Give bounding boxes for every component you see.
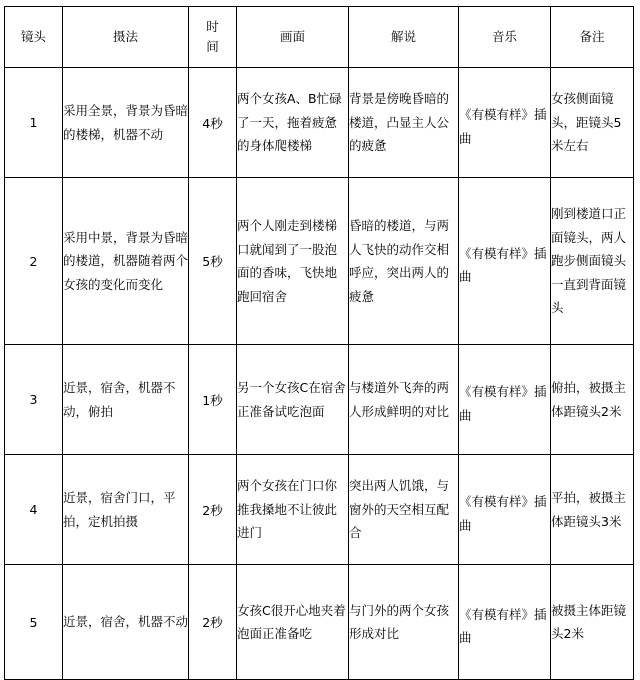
cell-scene-text: 另一个女孩C在宿舍正准备试吃泡面 [237,380,346,419]
cell-notes [551,68,634,178]
header-time [189,7,237,68]
table-row [5,565,634,680]
cell-notes [551,345,634,455]
cell-music [459,178,551,345]
header-time-line-2: 间 [206,39,219,54]
cell-music [459,455,551,565]
cell-shot: 2 [5,178,63,345]
header-time-line-1: 时 [206,19,219,34]
cell-music-text: 《有模有样》插曲 [459,384,547,423]
cell-notes [551,565,634,680]
cell-narration-text: 与楼道外飞奔的两人形成鲜明的对比 [349,380,450,419]
cell-notes-text: 刚到楼道口正面镜头，两人跑步侧面镜头一直到背面镜头 [551,206,627,316]
cell-time: 2秒 [189,565,237,680]
header-shot: 镜头 [5,7,63,68]
table-row [5,455,634,565]
cell-scene-text: 女孩C很开心地夹着泡面正准备吃 [237,602,346,641]
cell-notes [551,178,634,345]
header-music: 音乐 [459,7,551,68]
cell-scene-text: 两个女孩A、B忙碌了一天，拖着疲惫的身体爬楼梯 [237,91,342,154]
cell-scene [237,345,349,455]
cell-scene [237,455,349,565]
header-narration: 解说 [349,7,459,68]
cell-notes-text: 平拍，被摄主体距镜头3米 [551,490,627,529]
storyboard-table-wrapper [4,6,634,680]
cell-shot: 3 [5,345,63,455]
cell-technique [63,345,189,455]
cell-narration-text: 突出两人饥饿，与窗外的天空相互配合 [349,478,450,541]
cell-scene-text: 两个女孩在门口你推我搡地不让彼此进门 [237,478,338,541]
cell-scene [237,68,349,178]
cell-technique [63,455,189,565]
cell-technique-text: 近景，宿舍，机器不动 [63,614,189,630]
table-row [5,68,634,178]
cell-time: 1秒 [189,345,237,455]
table-row [5,345,634,455]
cell-technique [63,68,189,178]
cell-music-text: 《有模有样》插曲 [459,494,547,533]
cell-shot: 1 [5,68,63,178]
cell-narration [349,455,459,565]
cell-technique-text: 采用中景，背景为昏暗的楼道，机器随着两个女孩的变化而变化 [63,229,189,292]
header-technique: 摄法 [63,7,189,68]
cell-scene [237,178,349,345]
table-row [5,178,634,345]
cell-technique [63,178,189,345]
header-notes: 备注 [551,7,634,68]
cell-music-text: 《有模有样》插曲 [459,107,547,146]
cell-notes [551,455,634,565]
cell-music [459,565,551,680]
cell-notes-text: 被摄主体距镜头2米 [551,602,627,641]
cell-music [459,68,551,178]
cell-music-text: 《有模有样》插曲 [459,606,547,645]
cell-narration-text: 与门外的两个女孩形成对比 [349,602,450,641]
header-row [5,7,634,68]
cell-scene-text: 两个人刚走到楼梯口就闻到了一股泡面的香味，飞快地跑回宿舍 [237,218,338,304]
cell-shot: 4 [5,455,63,565]
cell-technique [63,565,189,680]
cell-shot: 5 [5,565,63,680]
cell-music [459,345,551,455]
cell-time: 5秒 [189,178,237,345]
cell-time: 2秒 [189,455,237,565]
cell-narration-text: 昏暗的楼道，与两人飞快的动作交相呼应，突出两人的疲惫 [349,218,450,304]
cell-music-text: 《有模有样》插曲 [459,245,547,284]
cell-technique-text: 近景，宿舍，机器不动，俯拍 [63,380,176,419]
cell-narration [349,565,459,680]
cell-time: 4秒 [189,68,237,178]
cell-technique-text: 采用全景，背景为昏暗的楼梯，机器不动 [63,103,189,142]
cell-scene [237,565,349,680]
cell-narration [349,345,459,455]
storyboard-table [4,6,634,680]
cell-notes-text: 女孩侧面镜头，距镜头5米左右 [551,91,622,154]
cell-technique-text: 近景，宿舍门口，平拍，定机拍摄 [63,490,176,529]
cell-narration-text: 背景是傍晚昏暗的楼道，凸显主人公的疲惫 [349,91,450,154]
cell-narration [349,68,459,178]
header-scene: 画面 [237,7,349,68]
cell-narration [349,178,459,345]
cell-notes-text: 俯拍，被摄主体距镜头2米 [551,380,627,419]
